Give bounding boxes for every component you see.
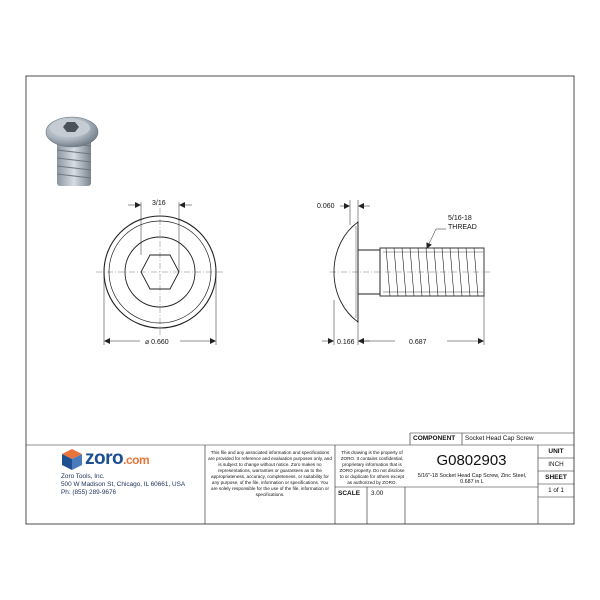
logo-text: zoro [85, 448, 124, 469]
company-phone: Ph: (855) 289-9676 [61, 488, 117, 496]
dim-thread-label: THREAD [448, 224, 477, 231]
dim-head-length: 0.166 [337, 339, 355, 346]
dim-thread-size: 5/16-18 [448, 215, 472, 222]
component-value: Socket Head Cap Screw [465, 435, 534, 442]
disclaimer-property: This drawing is the property of ZORO. It contains confidential, proprietary information that is ZORO property. Do not disclose to or duplicate for others except as authorized by ZORO. [339, 450, 405, 485]
company-info [61, 473, 185, 496]
dim-shank-length: 0.687 [409, 339, 427, 346]
sheet-value: 1 of 1 [548, 487, 564, 494]
sheet-label: SHEET [545, 474, 567, 481]
dim-head-diameter: ⌀ 0.660 [145, 339, 169, 346]
zoro-logo-cube-icon [62, 449, 82, 470]
part-number: G0802903 [436, 452, 507, 469]
side-view [330, 222, 490, 322]
company-name: Zoro Tools, Inc. [61, 473, 105, 480]
scale-label: SCALE [338, 490, 361, 497]
unit-label: UNIT [548, 448, 564, 455]
dim-head-height: 0.060 [317, 203, 335, 210]
dim-hex-socket: 3/16 [152, 200, 166, 207]
component-label: COMPONENT [413, 435, 456, 442]
front-view [96, 208, 224, 336]
zoro-logo [85, 448, 149, 470]
part-description: 5/16"-18 Socket Head Cap Screw, Zinc Steel, 0.687 in L [417, 473, 527, 486]
logo-suffix: .com [123, 453, 150, 467]
disclaimer-reference: This file and any associated information and specifications are provided for reference and evaluation purposes only, and is subject to change without notice. Zoro makes no representations, warranties or guarantees as to the appropriateness, accuracy, completeness, or suitability for any purpose, of the file, information or specifications. You are solely responsible for the use of the file, information or specifications. [208, 450, 332, 497]
company-address: 500 W Madison St, Chicago, IL 60661, USA [61, 480, 186, 488]
scale-value: 3.00 [371, 490, 384, 497]
unit-value: INCH [548, 461, 564, 468]
screw-thumbnail-image [46, 117, 98, 186]
